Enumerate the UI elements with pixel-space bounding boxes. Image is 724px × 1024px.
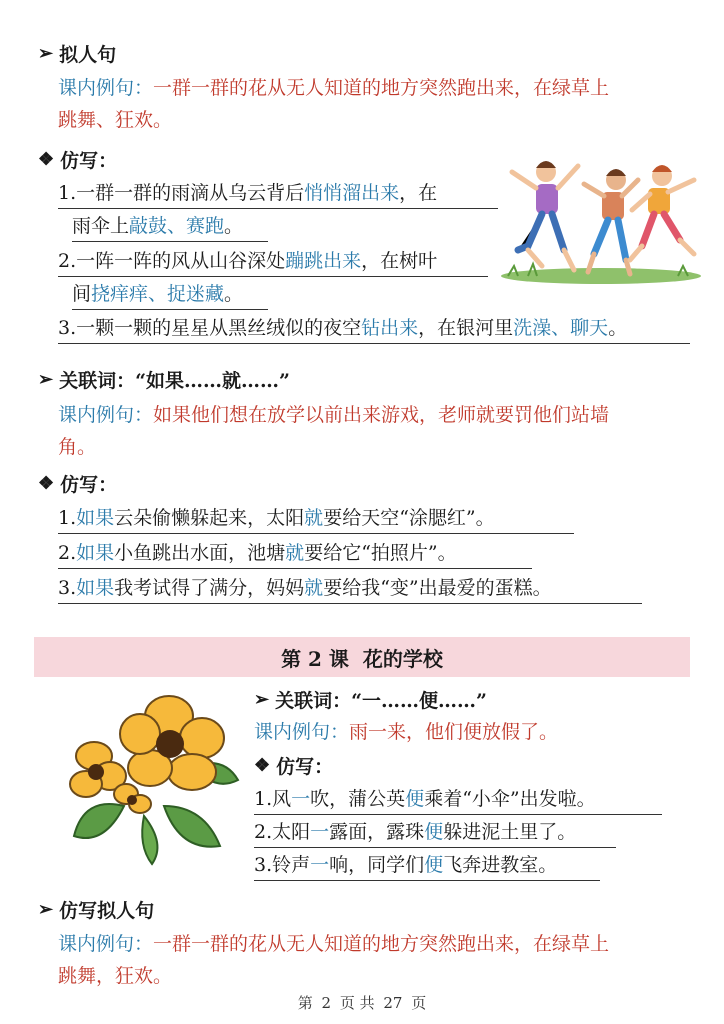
practice-heading-2: ❖ 仿写：: [38, 473, 118, 496]
example-sentence-3: 课内例句：雨一来，他们便放假了。: [254, 721, 559, 743]
practice-line-ruguo-2: 2.如果小鱼跳出水面，池塘就要给它“拍照片”。: [58, 538, 532, 569]
practice-line-ruguo-3: 3.如果我考试得了满分，妈妈就要给我“变”出最爱的蛋糕。: [58, 573, 642, 604]
example-sentence-4: 课内例句：一群一群的花从无人知道的地方突然跑出来，在绿草上 跳舞，狂欢。: [58, 933, 610, 987]
practice-line-yibian-3: 3.铃声一响，同学们便飞奔进教室。: [254, 850, 600, 881]
arrow-bullet-icon: ➢: [254, 689, 270, 710]
practice-line-1a: 1.一群一群的雨滴从乌云背后悄悄溜出来，在: [58, 178, 498, 209]
section-personification-heading: ➢ 拟人句: [38, 43, 117, 66]
practice-line-2b: 间挠痒痒、捉迷藏。: [72, 279, 268, 310]
section-imitate-personification-heading: ➢ 仿写拟人句: [38, 899, 155, 922]
practice-line-ruguo-1: 1.如果云朵偷懒躲起来，太阳就要给天空“涂腮红”。: [58, 503, 574, 534]
practice-heading-1: ❖ 仿写：: [38, 149, 118, 172]
diamond-bullet-icon: ❖: [254, 755, 271, 776]
section-conjunction-yibian-heading: ➢ 关联词：“一……便……”: [254, 689, 487, 712]
practice-heading-3: ❖ 仿写：: [254, 755, 334, 778]
running-children-illustration: [498, 150, 704, 286]
practice-line-yibian-1: 1.风一吹，蒲公英便乘着“小伞”出发啦。: [254, 784, 662, 815]
arrow-bullet-icon: ➢: [38, 43, 54, 64]
practice-line-3: 3.一颗一颗的星星从黑丝绒似的夜空钻出来，在银河里洗澡、聊天。: [58, 313, 690, 344]
total-pages: 27: [383, 994, 403, 1012]
practice-line-yibian-2: 2.太阳一露面，露珠便躲进泥土里了。: [254, 817, 616, 848]
practice-line-1b: 雨伞上敲鼓、赛跑。: [72, 211, 268, 242]
arrow-bullet-icon: ➢: [38, 899, 54, 920]
page-footer: 第 2 页 共 27 页: [297, 994, 427, 1012]
diamond-bullet-icon: ❖: [38, 473, 55, 494]
lesson-banner: 第 2 课 花的学校: [34, 637, 690, 677]
diamond-bullet-icon: ❖: [38, 149, 55, 170]
flower-illustration: [64, 686, 244, 866]
practice-line-2a: 2.一阵一阵的风从山谷深处蹦跳出来，在树叶: [58, 246, 488, 277]
section-conjunction-ruguo-heading: ➢ 关联词：“如果……就……”: [38, 369, 290, 392]
example-sentence-1: 课内例句：一群一群的花从无人知道的地方突然跑出来，在绿草上 跳舞、狂欢。: [58, 77, 610, 131]
example-sentence-2: 课内例句：如果他们想在放学以前出来游戏，老师就要罚他们站墙 角。: [58, 404, 610, 458]
arrow-bullet-icon: ➢: [38, 369, 54, 390]
page-number: 2: [321, 994, 332, 1012]
